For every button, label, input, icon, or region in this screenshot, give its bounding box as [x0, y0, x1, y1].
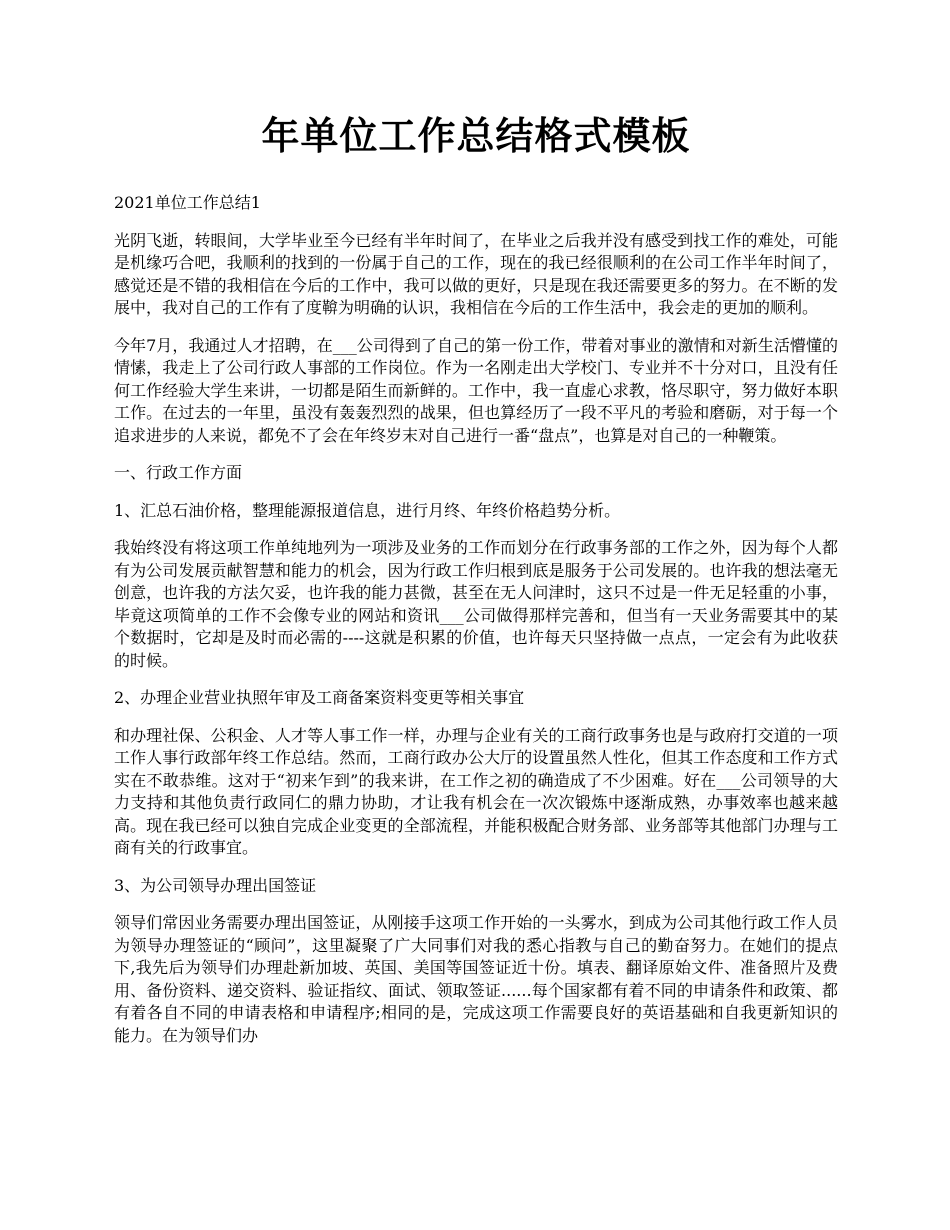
paragraph-oil-price: 我始终没有将这项工作单纯地列为一项涉及业务的工作而划分在行政事务部的工作之外，因为每个人都有为公司发展贡献智慧和能力的机会，因为行政工作归根到底是服务于公司发展的。也许我的想法毫无创意，也许我的方法欠妥，也许我的能力甚微，甚至在无人问津时，这只不过是一件无足轻重的小事，毕竟这项简单的工作不会像专业的网站和资讯___公司做得那样完善和，但当有一天业务需要其中的某个数据时，它却是及时而必需的----这就是积累的价值，也许每天只坚持做一点点，一定会有为此收获的时候。: [114, 538, 838, 670]
paragraph-business-license: 和办理社保、公积金、人才等人事工作一样，办理与企业有关的工商行政事务也是与政府打交道的一项工作人事行政部年终工作总结。然而，工商行政办公大厅的设置虽然人性化，但其工作态度和工作方式实在不敢恭维。这对于“初来乍到”的我来讲，在工作之初的确造成了不少困难。好在___公司领导的大力支持和其他负责行政同仁的鼎力协助，才让我有机会在一次次锻炼中逐渐成熟，办事效率也越来越高。现在我已经可以独自完成企业变更的全部流程，并能积极配合财务部、业务部等其他部门办理与工商有关的行政事宜。: [114, 725, 838, 857]
section-heading-admin: 一、行政工作方面: [114, 463, 243, 482]
item-heading-visa: 3、为公司领导办理出国签证: [114, 875, 317, 895]
item-heading-oil-price: 1、汇总石油价格，整理能源报道信息，进行月终、年终价格趋势分析。: [114, 500, 621, 520]
paragraph-july: 今年7月，我通过人才招聘，在___公司得到了自己的第一份工作，带着对事业的激情和对新生活懵懂的情愫，我走上了公司行政人事部的工作岗位。作为一名刚走出大学校门、专业并不十分对口，且没有任何工作经验大学生来讲，一切都是陌生而新鲜的。工作中，我一直虚心求教，恪尽职守，努力做好本职工作。在过去的一年里，虽没有轰轰烈烈的战果，但也算经历了一段不平凡的考验和磨砺，对于每一个追求进步的人来说，都免不了会在年终岁末对自己进行一番“盘点”，也算是对自己的一种鞭策。: [114, 335, 838, 445]
document-subtitle: 2021单位工作总结1: [114, 193, 261, 212]
document-title: 年单位工作总结格式模板: [261, 113, 691, 158]
paragraph-intro: 光阴飞逝，转眼间，大学毕业至今已经有半年时间了，在毕业之后我并没有感受到找工作的难处，可能是机缘巧合吧，我顺利的找到的一份属于自己的工作，现在的我已经很顺利的在公司工作半年时间了，感觉还是不错的我相信在今后的工作中，我可以做的更好，只是现在我还需要更多的努力。在不断的发展中，我对自己的工作有了度鞥为明确的认识，我相信在今后的工作生活中，我会走的更加的顺利。: [114, 230, 838, 317]
paragraph-visa: 领导们常因业务需要办理出国签证，从刚接手这项工作开始的一头雾水，到成为公司其他行政工作人员为领导办理签证的“顾问”，这里凝聚了广大同事们对我的悉心指教与自己的勤奋努力。在她们的提点下,我先后为领导们办理赴新加坡、英国、美国等国签证近十份。填表、翻译原始文件、准备照片及费用、备份资料、递交资料、验证指纹、面试、领取签证......每个国家都有着不同的申请条件和政策、都有着各自不同的申请表格和申请程序;相同的是，完成这项工作需要良好的英语基础和自我更新知识的能力。在为领导们办: [114, 913, 838, 1045]
item-heading-business-license: 2、办理企业营业执照年审及工商备案资料变更等相关事宜: [114, 688, 525, 707]
